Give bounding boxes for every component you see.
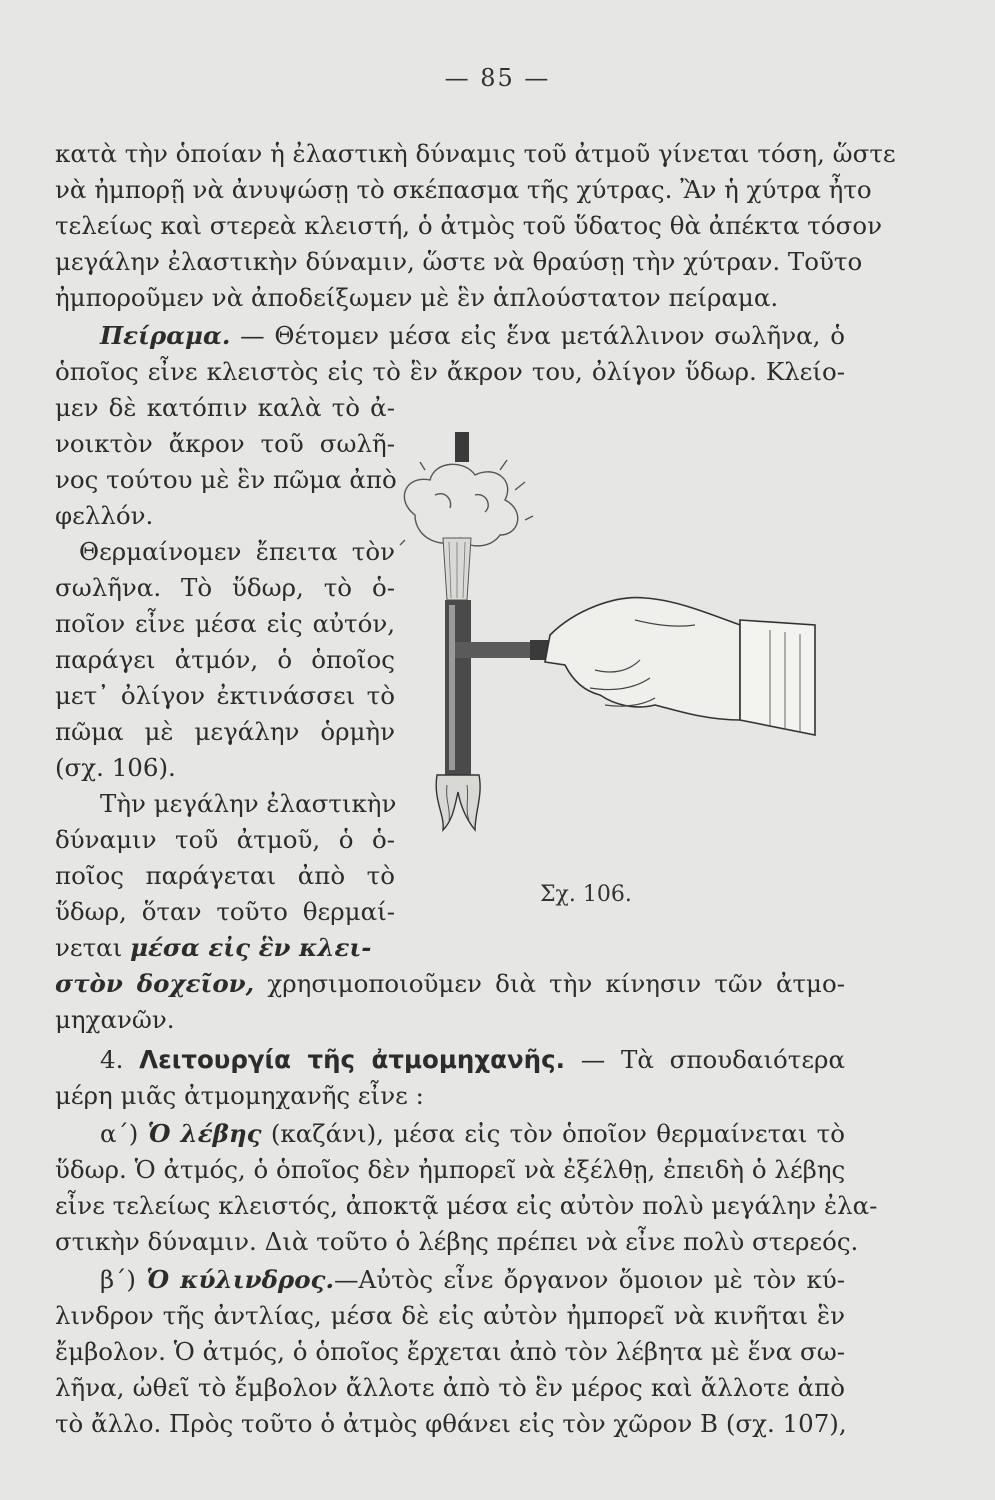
text-line: ποῖον εἶνε μέσα εἰς αὐτόν, <box>55 609 395 638</box>
text-line: μεν δὲ κατόπιν καλὰ τὸ ἀ- <box>55 393 395 422</box>
metal-tube-drawing <box>445 600 471 775</box>
hand-drawing <box>545 598 740 720</box>
figure-caption: Σχ. 106. <box>540 882 632 907</box>
text-run: νεται <box>55 933 123 962</box>
text-line: ὕδωρ, ὅταν τοῦτο θερμαί- <box>55 897 395 926</box>
text-run: (καζάνι), μέσα εἰς τὸν ὁποῖον θερμαίνεται τὸ <box>270 1119 845 1148</box>
steam-cloud-drawing <box>400 460 533 546</box>
section-number: 4. <box>100 1045 124 1074</box>
emphasis-text: μέσα εἰς ἓν κλει- <box>130 933 372 962</box>
experiment-heading: Πείραμα. <box>100 321 231 350</box>
text-run: —Αὐτὸς εἶνε ὄργανον ὅμοιον μὲ τὸν κύ- <box>334 1265 845 1294</box>
text-line: φελλόν. <box>55 501 154 530</box>
text-run: χρησιμοποιοῦμεν διὰ τὴν κίνησιν τῶν ἀτμο- <box>267 969 845 998</box>
text-line: λῆνα, ὠθεῖ τὸ ἔμβολον ἄλλοτε ἀπὸ τὸ ἓν μέρος καὶ ἄλλοτε ἀπὸ <box>55 1373 845 1402</box>
text-line: πῶμα μὲ μεγάλην ὁρμὴν <box>55 717 395 746</box>
text-line: νος τούτου μὲ ἓν πῶμα ἀπὸ <box>55 465 397 494</box>
text-line: δύναμιν τοῦ ἀτμοῦ, ὁ ὁ- <box>55 825 395 854</box>
text-line: κατὰ τὴν ὁποίαν ἡ ἐλαστικὴ δύναμις τοῦ ἀτμοῦ γίνεται τόση, ὥστε <box>55 139 896 168</box>
list-item-b-first-line <box>55 1262 845 1298</box>
list-label: α΄) <box>100 1119 139 1148</box>
text-line: μεγάλην ἐλαστικὴν δύναμιν, ὥστε νὰ θραύσῃ τὴν χύτραν. Τοῦτο <box>55 247 863 276</box>
text-line: ἔμβολον. Ὁ ἀτμός, ὁ ὁποῖος ἔρχεται ἀπὸ τὸν λέβητα μὲ ἕνα σω- <box>55 1337 845 1366</box>
text-line-mixed <box>55 930 395 966</box>
experiment-first-line <box>55 318 845 354</box>
text-run: — Τὰ σπουδαιότερα <box>580 1045 845 1074</box>
text-line: (σχ. 106). <box>55 753 176 782</box>
text-line: εἶνε τελείως κλειστός, ἀποκτᾷ μέσα εἰς αὐτὸν πολὺ μεγάλην ἐλα- <box>55 1191 878 1220</box>
text-line: μετ᾽ ὀλίγον ἐκτινάσσει τὸ <box>55 681 395 710</box>
text-line: μηχανῶν. <box>55 1005 175 1034</box>
sleeve-cuff-drawing <box>740 620 815 735</box>
text-line: στικὴν δύναμιν. Διὰ τοῦτο ὁ λέβης πρέπει νὰ εἶνε πολὺ στερεός. <box>55 1227 859 1256</box>
text-line: μέρη μιᾶς ἀτμομηχανῆς εἶνε : <box>55 1081 424 1110</box>
section-heading-line <box>55 1042 845 1078</box>
list-item-a-first-line <box>55 1116 845 1152</box>
flame-drawing <box>436 775 480 830</box>
text-line: Τὴν μεγάλην ἐλαστικὴν <box>100 789 397 818</box>
list-label: β΄) <box>100 1265 136 1294</box>
text-line: τὸ ἄλλο. Πρὸς τοῦτο ὁ ἀτμὸς φθάνει εἰς τὸν χῶρον Β (σχ. 107), <box>55 1409 847 1438</box>
text-line: νοικτὸν ἄκρον τοῦ σωλῆ- <box>55 429 395 458</box>
text-line: λινδρον τῆς ἀντλίας, μέσα δὲ εἰς αὐτὸν ἠμπορεῖ νὰ κινῆται ἓν <box>55 1301 845 1330</box>
text-line: τελείως καὶ στερεὰ κλειστή, ὁ ἀτμὸς τοῦ ὕδατος θὰ ἀπέκτα τόσον <box>55 211 882 240</box>
term-boiler: Ὁ λέβης <box>147 1119 262 1148</box>
text-line: παράγει ἀτμόν, ὁ ὁποῖος <box>55 645 395 674</box>
text-line: ὁποῖος εἶνε κλειστὸς εἰς τὸ ἓν ἄκρον του, ὀλίγον ὕδωρ. Κλείο- <box>55 357 845 386</box>
figure-steam-tube-illustration <box>375 420 845 880</box>
section-title: Λειτουργία τῆς ἀτμομηχανῆς. <box>139 1045 565 1074</box>
text-line: ὕδωρ. Ὁ ἀτμός, ὁ ὁποῖος δὲν ἠμπορεῖ νὰ ἐξέλθῃ, ἐπειδὴ ὁ λέβης <box>55 1155 846 1184</box>
cork-shape <box>455 432 469 462</box>
tube-highlight <box>449 605 455 770</box>
text-line: Θερμαίνομεν ἔπειτα τὸν <box>79 537 395 566</box>
term-cylinder: Ὁ κύλινδρος. <box>146 1265 335 1294</box>
emphasis-text: στὸν δοχεῖον, <box>55 969 255 998</box>
text-line: νὰ ἠμπορῇ νὰ ἀνυψώσῃ τὸ σκέπασμα τῆς χύτρας. Ἂν ἡ χύτρα ἦτο <box>55 175 872 204</box>
page-number: — 85 — <box>444 64 551 92</box>
text-line: ποῖος παράγεται ἀπὸ τὸ <box>55 861 395 890</box>
text-line: σωλῆνα. Τὸ ὕδωρ, τὸ ὁ- <box>55 573 395 602</box>
text-run: — Θέτομεν μέσα εἰς ἕνα μετάλλινον σωλῆνα, ὁ <box>240 321 845 350</box>
text-line: ἠμποροῦμεν νὰ ἀποδείξωμεν μὲ ἓν ἁπλούστατον πείραμα. <box>55 283 779 312</box>
text-line-mixed <box>55 966 845 1002</box>
